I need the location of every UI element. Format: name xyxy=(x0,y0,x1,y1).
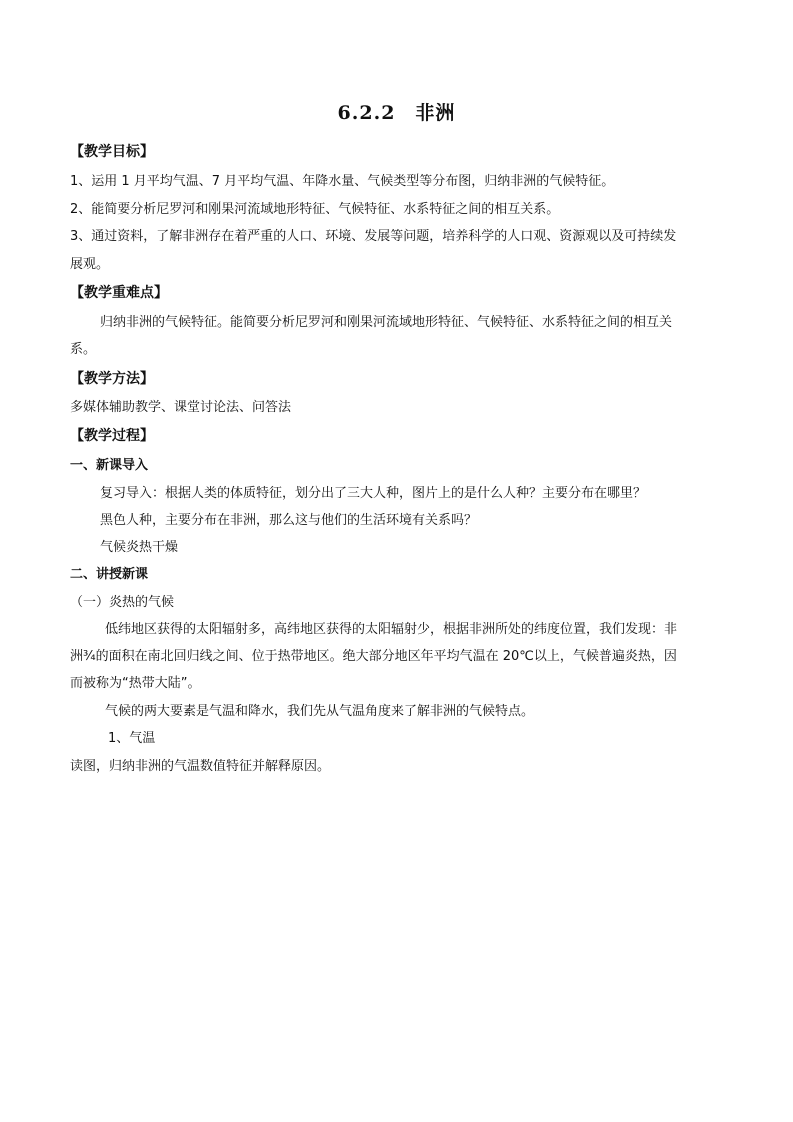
section-2-heading: 二、讲授新课 xyxy=(70,567,149,582)
read-map-instruction: 读图，归纳非洲的气温数值特征并解释原因。 xyxy=(70,759,331,774)
paragraph-1: 低纬地区获得的太阳辐射多，高纬地区获得的太阳辐射少，根据非洲所处的纬度位置，我们发现：非 xyxy=(105,622,678,637)
goal-item-1: 1、运用 1 月平均气温、7 月平均气温、年降水量、气候类型等分布图，归纳非洲的气候特征。 xyxy=(70,174,615,189)
paragraph-1-line-2: 洲¾的面积在南北回归线之间、位于热带地区。绝大部分地区年平均气温在 20℃以上，气候普遍炎热，因 xyxy=(70,649,677,664)
goal-item-3-continued: 展观。 xyxy=(70,257,110,272)
goal-item-2: 2、能简要分析尼罗河和刚果河流域地形特征、气候特征、水系特征之间的相互关系。 xyxy=(70,202,560,217)
section-1-heading: 一、新课导入 xyxy=(70,458,149,473)
goals-heading: 【教学目标】 xyxy=(70,144,154,160)
temperature-label: 1、气温 xyxy=(108,731,156,746)
process-heading: 【教学过程】 xyxy=(70,428,154,444)
goal-item-3: 3、通过资料，了解非洲存在着严重的人口、环境、发展等问题，培养科学的人口观、资源观以及可持续发 xyxy=(70,229,677,244)
paragraph-1-line-3: 而被称为“热带大陆”。 xyxy=(70,676,201,691)
climate-hot-text: 气候炎热干燥 xyxy=(100,540,179,555)
key-points-text-continued: 系。 xyxy=(70,342,97,357)
review-question: 复习导入：根据人类的体质特征，划分出了三大人种，图片上的是什么人种？主要分布在哪里？ xyxy=(100,486,647,501)
document-title: 6.2.2 非洲 xyxy=(337,102,456,124)
methods-heading: 【教学方法】 xyxy=(70,371,154,387)
black-race-text: 黑色人种，主要分布在非洲，那么这与他们的生活环境有关系吗？ xyxy=(100,513,478,528)
key-points-text: 归纳非洲的气候特征。能简要分析尼罗河和刚果河流域地形特征、气候特征、水系特征之间的相互关 xyxy=(100,315,673,330)
paragraph-2: 气候的两大要素是气温和降水，我们先从气温角度来了解非洲的气候特点。 xyxy=(105,704,535,719)
key-points-heading: 【教学重难点】 xyxy=(70,285,168,301)
methods-text: 多媒体辅助教学、课堂讨论法、问答法 xyxy=(70,400,292,415)
subsection-1-heading: （一）炎热的气候 xyxy=(70,595,175,610)
